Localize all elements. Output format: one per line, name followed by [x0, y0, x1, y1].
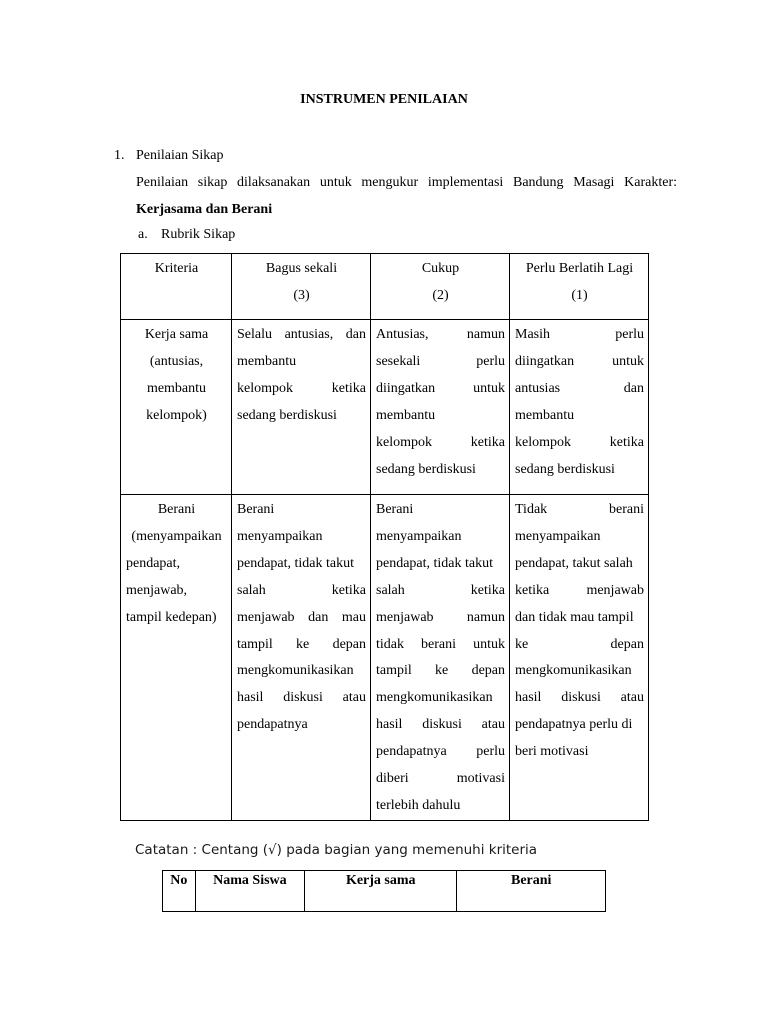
- cell-line: mengkomunikasikan: [515, 663, 632, 679]
- rubric-header-criteria: [121, 254, 232, 320]
- cell-line: membantu: [237, 353, 297, 369]
- cell-line: kelompok ketika: [237, 380, 366, 396]
- cell-line: (antusias,: [149, 353, 204, 369]
- cell-line: salah ketika: [237, 582, 366, 598]
- practice-cell: [510, 495, 649, 821]
- rubric-header-good: [232, 254, 371, 320]
- cell-line: diingatkan untuk: [376, 380, 505, 396]
- cell-line: pendapat, tidak takut: [237, 555, 355, 571]
- header-label: Cukup: [421, 261, 460, 276]
- cell-line: sedang berdiskusi: [515, 461, 615, 477]
- cell-line: Berani: [237, 502, 275, 517]
- good-cell: [232, 495, 371, 821]
- cell-line: menjawab,: [126, 582, 188, 598]
- criteria-cell: [121, 495, 232, 821]
- cell-line: mengkomunikasikan: [376, 690, 493, 706]
- cell-line: sedang berdiskusi: [237, 407, 337, 423]
- cell-line: Berani: [157, 502, 196, 517]
- cell-line: tampil ke depan: [376, 663, 505, 679]
- fair-cell: [371, 495, 510, 821]
- cell-line: beri motivasi: [515, 744, 589, 760]
- cell-line: pendapat, tidak takut: [376, 555, 494, 571]
- cell-line: terlebih dahulu: [376, 797, 461, 813]
- cell-line: ketika menjawab: [515, 582, 644, 598]
- cell-line: Tidak berani: [515, 502, 644, 517]
- cell-line: hasil diskusi atau: [237, 690, 366, 706]
- section-number: 1.: [114, 148, 125, 163]
- cell-line: ke depan: [515, 636, 644, 652]
- cell-line: pendapat, takut salah: [515, 555, 633, 571]
- cell-line: pendapatnya: [237, 717, 308, 733]
- practice-cell: [510, 320, 649, 495]
- cell-line: hasil diskusi atau: [376, 717, 505, 733]
- cell-line: dan tidak mau tampil: [515, 609, 634, 625]
- header-score: (1): [571, 287, 588, 303]
- header-label: Bagus sekali: [265, 261, 338, 276]
- cell-line: Antusias, namun: [376, 327, 505, 342]
- score-header-row: [163, 871, 606, 912]
- rubric-header-row: [121, 254, 649, 320]
- document-title: INSTRUMEN PENILAIAN: [300, 92, 468, 107]
- cell-line: sedang berdiskusi: [376, 461, 476, 477]
- cell-line: membantu: [376, 407, 436, 423]
- cell-line: tidak berani untuk: [376, 636, 505, 652]
- cell-line: kelompok ketika: [515, 434, 644, 450]
- cell-line: pendapat,: [126, 555, 181, 571]
- cell-line: Berani: [376, 502, 414, 517]
- cell-line: kelompok ketika: [376, 434, 505, 450]
- good-cell: [232, 320, 371, 495]
- cell-line: diingatkan untuk: [515, 353, 644, 369]
- cell-line: menyampaikan: [237, 528, 323, 544]
- cell-line: sesekali perlu: [376, 353, 505, 369]
- cell-line: menyampaikan: [376, 528, 462, 544]
- header-berani: Berani: [457, 871, 606, 912]
- rubric-row-berani: [121, 495, 649, 821]
- cell-line: Selalu antusias, dan: [237, 327, 366, 342]
- cell-line: diberi motivasi: [376, 771, 505, 787]
- cell-line: (menyampaikan: [131, 528, 222, 544]
- header-kerjasama: Kerja sama: [305, 871, 457, 912]
- cell-line: tampil ke depan: [237, 636, 366, 652]
- cell-line: Masih perlu: [515, 327, 644, 342]
- cell-line: membantu: [515, 407, 575, 423]
- subsection-letter: a.: [138, 227, 148, 242]
- cell-line: antusias dan: [515, 380, 644, 396]
- header-label: Perlu Berlatih Lagi: [525, 261, 634, 276]
- cell-line: kelompok): [146, 407, 207, 423]
- header-score: (3): [293, 287, 310, 303]
- subsection-heading: Rubrik Sikap: [161, 227, 236, 242]
- header-label: Kriteria: [154, 261, 199, 276]
- cell-line: hasil diskusi atau: [515, 690, 644, 706]
- rubric-row-kerjasama: [121, 320, 649, 495]
- cell-line: mengkomunikasikan: [237, 663, 354, 679]
- cell-line: tampil kedepan): [126, 609, 217, 625]
- section-heading: Penilaian Sikap: [136, 148, 224, 163]
- cell-line: pendapatnya perlu di: [515, 717, 633, 733]
- cell-line: menjawab dan mau: [237, 609, 366, 625]
- header-student-name: Nama Siswa: [195, 871, 304, 912]
- section-paragraph-bold: Kerjasama dan Berani: [136, 202, 273, 217]
- section-paragraph: Penilaian sikap dilaksanakan untuk mengukur implementasi Bandung Masagi Karakter:: [136, 175, 677, 190]
- cell-line: menjawab namun: [376, 609, 505, 625]
- score-table: [162, 870, 606, 912]
- fair-cell: [371, 320, 510, 495]
- header-score: (2): [432, 287, 449, 303]
- rubric-header-practice: [510, 254, 649, 320]
- checklist-note: Catatan : Centang (√) pada bagian yang memenuhi kriteria: [135, 842, 538, 858]
- cell-line: salah ketika: [376, 582, 505, 598]
- rubric-table: [120, 253, 649, 821]
- cell-line: menyampaikan: [515, 528, 601, 544]
- cell-line: pendapatnya perlu: [376, 744, 505, 760]
- rubric-header-fair: [371, 254, 510, 320]
- header-no: No: [163, 871, 196, 912]
- cell-line: membantu: [146, 380, 207, 396]
- cell-line: Kerja sama: [144, 327, 209, 342]
- criteria-cell: [121, 320, 232, 495]
